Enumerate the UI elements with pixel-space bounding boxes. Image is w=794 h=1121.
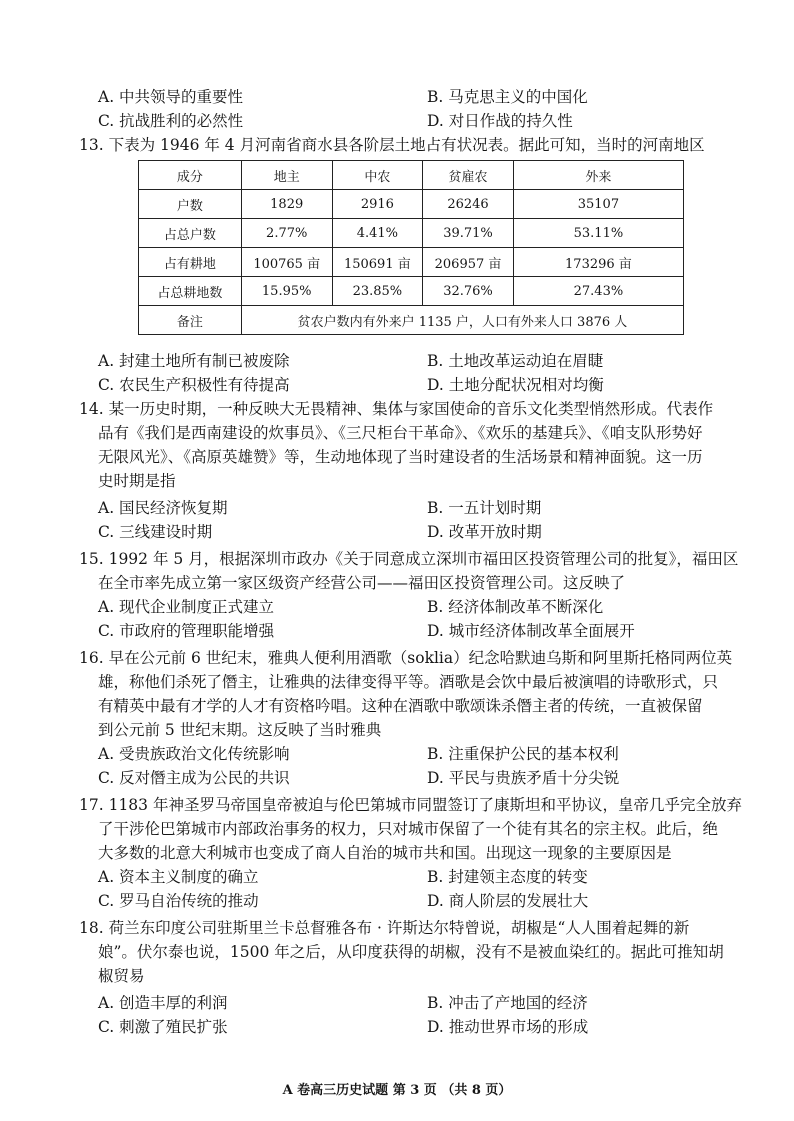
- q16-stem-line-1: 16. 早在公元前 6 世纪末，雅典人便利用酒歌（soklia）纪念哈默迪乌斯和阿里斯托格同两位英: [79, 649, 733, 667]
- q12-option-d: D. 对日作战的持久性: [427, 112, 573, 130]
- table-header-cell: 贫雇农: [423, 161, 514, 190]
- table-row: [139, 277, 684, 306]
- table-cell: 206957 亩: [423, 248, 514, 277]
- q16-option-b: B. 注重保护公民的基本权利: [427, 745, 619, 763]
- q18-stem-line-2: 娘”。伏尔泰也说，1500 年之后，从印度获得的胡椒，没有不是被血染红的。据此可推知胡: [98, 943, 724, 961]
- q13-stem: 13. 下表为 1946 年 4 月河南省商水县各阶层土地占有状况表。据此可知，当时的河南地区: [79, 136, 705, 154]
- q14-option-d: D. 改革开放时期: [427, 523, 542, 541]
- q17-stem-line-2: 了干涉伦巴第城市内部政治事务的权力，只对城市保留了一个徒有其名的宗主权。此后，绝: [98, 820, 719, 838]
- q14-option-c: C. 三线建设时期: [98, 523, 213, 541]
- q12-option-b: B. 马克思主义的中国化: [427, 88, 588, 106]
- q18-option-a: A. 创造丰厚的利润: [98, 994, 228, 1012]
- table-cell: 占总户数: [139, 219, 242, 248]
- q16-option-a: A. 受贵族政治文化传统影响: [98, 745, 290, 763]
- table-row: [139, 248, 684, 277]
- table-note-label: 备注: [139, 306, 242, 335]
- land-ownership-table: [138, 160, 684, 335]
- table-cell: 2.77%: [241, 219, 332, 248]
- q17-stem-line-3: 大多数的北意大利城市也变成了商人自治的城市共和国。出现这一现象的主要原因是: [98, 844, 672, 862]
- q16-stem-line-4: 到公元前 5 世纪末期。这反映了当时雅典: [98, 721, 382, 739]
- table-cell: 35107: [513, 190, 683, 219]
- q13-option-b: B. 土地改革运动迫在眉睫: [427, 352, 604, 370]
- q15-option-c: C. 市政府的管理职能增强: [98, 622, 275, 640]
- page-footer: A 卷高三历史试题 第 3 页 （共 8 页）: [282, 1083, 512, 1098]
- q18-option-b: B. 冲击了产地国的经济: [427, 994, 588, 1012]
- q14-stem-line-2: 品有《我们是西南建设的炊事员》、《三尺柜台干革命》、《欢乐的基建兵》、《咱支队形势好: [98, 424, 703, 442]
- q15-option-b: B. 经济体制改革不断深化: [427, 598, 604, 616]
- table-row: [139, 219, 684, 248]
- table-cell: 26246: [423, 190, 514, 219]
- q18-stem-line-3: 椒贸易: [98, 967, 145, 985]
- table-header-cell: 外来: [513, 161, 683, 190]
- table-cell: 2916: [332, 190, 423, 219]
- q18-stem-line-1: 18. 荷兰东印度公司驻斯里兰卡总督雅各布 · 许斯达尔特曾说，胡椒是“人人围着起舞的新: [79, 919, 690, 937]
- table-cell: 100765 亩: [241, 248, 332, 277]
- table-cell: 户数: [139, 190, 242, 219]
- table-note-text: 贫农户数内有外来户 1135 户，人口有外来人口 3876 人: [241, 306, 683, 335]
- q18-option-d: D. 推动世界市场的形成: [427, 1018, 589, 1036]
- table-cell: 173296 亩: [513, 248, 683, 277]
- q12-option-a: A. 中共领导的重要性: [98, 88, 244, 106]
- q14-stem-line-3: 无限风光》、《高原英雄赞》等，生动地体现了当时建设者的生活场景和精神面貌。这一历: [98, 448, 703, 466]
- table-cell: 4.41%: [332, 219, 423, 248]
- table-header-row: [139, 161, 684, 190]
- q17-option-b: B. 封建领主态度的转变: [427, 868, 588, 886]
- q13-option-c: C. 农民生产积极性有待提高: [98, 376, 290, 394]
- q15-option-a: A. 现代企业制度正式建立: [98, 598, 275, 616]
- q16-option-c: C. 反对僭主成为公民的共识: [98, 769, 290, 787]
- table-header-cell: 中农: [332, 161, 423, 190]
- q16-stem-line-2: 雄，称他们杀死了僭主，让雅典的法律变得平等。酒歌是会饮中最后被演唱的诗歌形式，只: [98, 673, 719, 691]
- q14-stem-line-4: 史时期是指: [98, 472, 176, 490]
- q16-stem-line-3: 有精英中最有才学的人才有资格吟唱。这种在酒歌中歌颂诛杀僭主者的传统，一直被保留: [98, 697, 703, 715]
- q13-option-d: D. 土地分配状况相对均衡: [427, 376, 604, 394]
- table-header-cell: 成分: [139, 161, 242, 190]
- table-cell: 23.85%: [332, 277, 423, 306]
- table-cell: 53.11%: [513, 219, 683, 248]
- table-cell: 占总耕地数: [139, 277, 242, 306]
- q16-option-d: D. 平民与贵族矛盾十分尖锐: [427, 769, 620, 787]
- q14-option-a: A. 国民经济恢复期: [98, 499, 228, 517]
- q12-option-c: C. 抗战胜利的必然性: [98, 112, 244, 130]
- q17-option-c: C. 罗马自治传统的推动: [98, 892, 259, 910]
- table-cell: 150691 亩: [332, 248, 423, 277]
- q18-option-c: C. 刺激了殖民扩张: [98, 1018, 228, 1036]
- table-cell: 27.43%: [513, 277, 683, 306]
- table-cell: 39.71%: [423, 219, 514, 248]
- q17-stem-line-1: 17. 1183 年神圣罗马帝国皇帝被迫与伦巴第城市同盟签订了康斯坦和平协议，皇帝几乎完全放弃: [79, 796, 742, 814]
- table-note-row: [139, 306, 684, 335]
- q15-stem-line-2: 在全市率先成立第一家区级资产经营公司——福田区投资管理公司。这反映了: [98, 574, 626, 592]
- q17-option-a: A. 资本主义制度的确立: [98, 868, 259, 886]
- q15-option-d: D. 城市经济体制改革全面展开: [427, 622, 635, 640]
- q14-stem-line-1: 14. 某一历史时期，一种反映大无畏精神、集体与家国使命的音乐文化类型悄然形成。代表作: [79, 400, 714, 418]
- table-cell: 32.76%: [423, 277, 514, 306]
- table-cell: 1829: [241, 190, 332, 219]
- table-cell: 15.95%: [241, 277, 332, 306]
- q15-stem-line-1: 15. 1992 年 5 月，根据深圳市政办《关于同意成立深圳市福田区投资管理公司的批复》，福田区: [79, 550, 739, 568]
- q13-option-a: A. 封建土地所有制已被废除: [98, 352, 290, 370]
- table-header-cell: 地主: [241, 161, 332, 190]
- q14-option-b: B. 一五计划时期: [427, 499, 542, 517]
- table-cell: 占有耕地: [139, 248, 242, 277]
- table-row: [139, 190, 684, 219]
- q17-option-d: D. 商人阶层的发展壮大: [427, 892, 589, 910]
